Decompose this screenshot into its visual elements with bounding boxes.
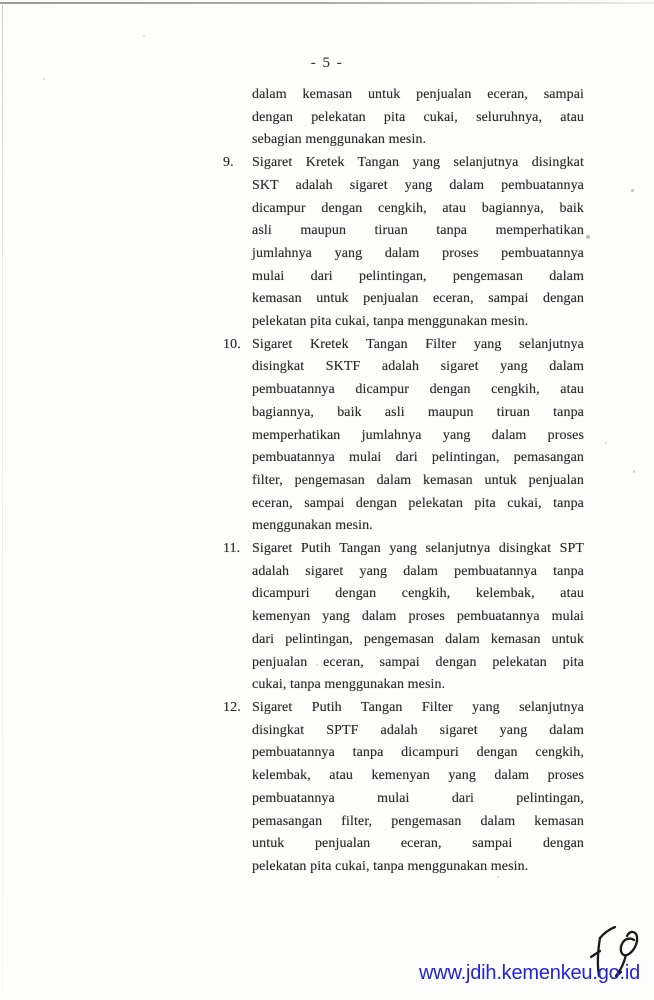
text-line: Sigaret Kretek Tangan Filter yang selanjutnya [252, 336, 584, 352]
text-line: filter, pengemasan dalam kemasan untuk penjualan [252, 472, 584, 488]
text-line: mulai dari pelintingan, pengemasan dalam [252, 268, 584, 284]
item-number: 11. [223, 541, 241, 557]
text-line: dicampuri dengan cengkih, kelembak, atau [252, 586, 584, 602]
scan-edge-left [2, 5, 3, 995]
scan-speck [631, 189, 634, 192]
text-line: Sigaret Kretek Tangan yang selanjutnya disingkat [252, 155, 584, 171]
text-line: dengan pelekatan pita cukai, seluruhnya, atau [252, 109, 584, 125]
text-line: Sigaret Putih Tangan Filter yang selanjutnya [252, 699, 584, 715]
scan-speck [605, 442, 607, 444]
text-line: dicampur dengan cengkih, atau bagiannya, baik [252, 200, 584, 216]
page-number: - 5 - [310, 55, 344, 71]
text-line: menggunakan mesin. [252, 518, 373, 534]
text-line: dalam kemasan untuk penjualan eceran, sampai [252, 87, 584, 102]
text-line: kemasan untuk penjualan eceran, sampai dengan [252, 291, 584, 307]
document-body [223, 84, 584, 879]
text-line: pembuatannya mulai dari pelintingan, pemasangan [252, 450, 584, 466]
text-line: penjualan eceran, sampai dengan pelekatan pita [252, 654, 584, 670]
text-line: kemenyan yang dalam proses pembuatannya mulai [252, 609, 584, 625]
text-line: eceran, sampai dengan pelekatan pita cukai, tanpa [252, 495, 584, 511]
text-line: cukai, tanpa menggunakan mesin. [252, 677, 446, 693]
text-line: disingkat SPTF adalah sigaret yang dalam [252, 722, 584, 738]
scan-edge-top [0, 2, 654, 4]
text-line: memperhatikan jumlahnya yang dalam proses [252, 427, 584, 443]
scan-speck [316, 664, 318, 666]
text-line: pelekatan pita cukai, tanpa menggunakan mesin. [252, 314, 529, 330]
footer-url[interactable]: www.jdih.kemenkeu.go.id [419, 962, 641, 984]
text-line: untuk penjualan eceran, sampai dengan [252, 836, 584, 852]
text-line: asli maupun tiruan tanpa memperhatikan [252, 223, 584, 239]
definition-item [223, 152, 584, 334]
definition-item [223, 697, 584, 879]
scan-speck [143, 35, 145, 37]
item-number: 10. [223, 336, 241, 352]
text-line: bagiannya, baik asli maupun tiruan tanpa [252, 404, 584, 420]
numbered-definitions-list [223, 152, 584, 879]
text-line: pemasangan filter, pengemasan dalam kemasan [252, 813, 584, 829]
scan-speck [586, 235, 590, 239]
item-text [252, 538, 584, 697]
text-line: dari pelintingan, pengemasan dalam kemasan untuk [252, 631, 584, 647]
item-number: 12. [223, 699, 241, 715]
continuation-paragraph [252, 84, 584, 152]
item-number: 9. [223, 155, 234, 171]
definition-item [223, 538, 584, 697]
text-line: SKT adalah sigaret yang dalam pembuatannya [252, 177, 584, 193]
text-line: Sigaret Putih Tangan yang selanjutnya disingkat SPT [252, 541, 584, 557]
text-line: pembuatannya mulai dari pelintingan, [252, 790, 584, 806]
text-line: kelembak, atau kemenyan yang dalam proses [252, 768, 584, 784]
definition-item [223, 334, 584, 538]
item-text [252, 152, 584, 334]
item-text [252, 697, 584, 879]
scan-speck [633, 470, 635, 473]
item-text [252, 334, 584, 538]
text-line: adalah sigaret yang dalam pembuatannya tanpa [252, 563, 584, 579]
text-line: jumlahnya yang dalam proses pembuatannya [252, 245, 584, 261]
scan-speck [497, 876, 499, 878]
text-line: pembuatannya dicampur dengan cengkih, atau [252, 382, 584, 398]
text-line: disingkat SKTF adalah sigaret yang dalam [252, 359, 584, 375]
text-line: sebagian menggunakan mesin. [252, 132, 427, 148]
text-line: pelekatan pita cukai, tanpa menggunakan mesin. [252, 858, 529, 874]
text-line: pembuatannya tanpa dicampuri dengan cengkih, [252, 745, 584, 761]
scan-speck [43, 78, 45, 80]
